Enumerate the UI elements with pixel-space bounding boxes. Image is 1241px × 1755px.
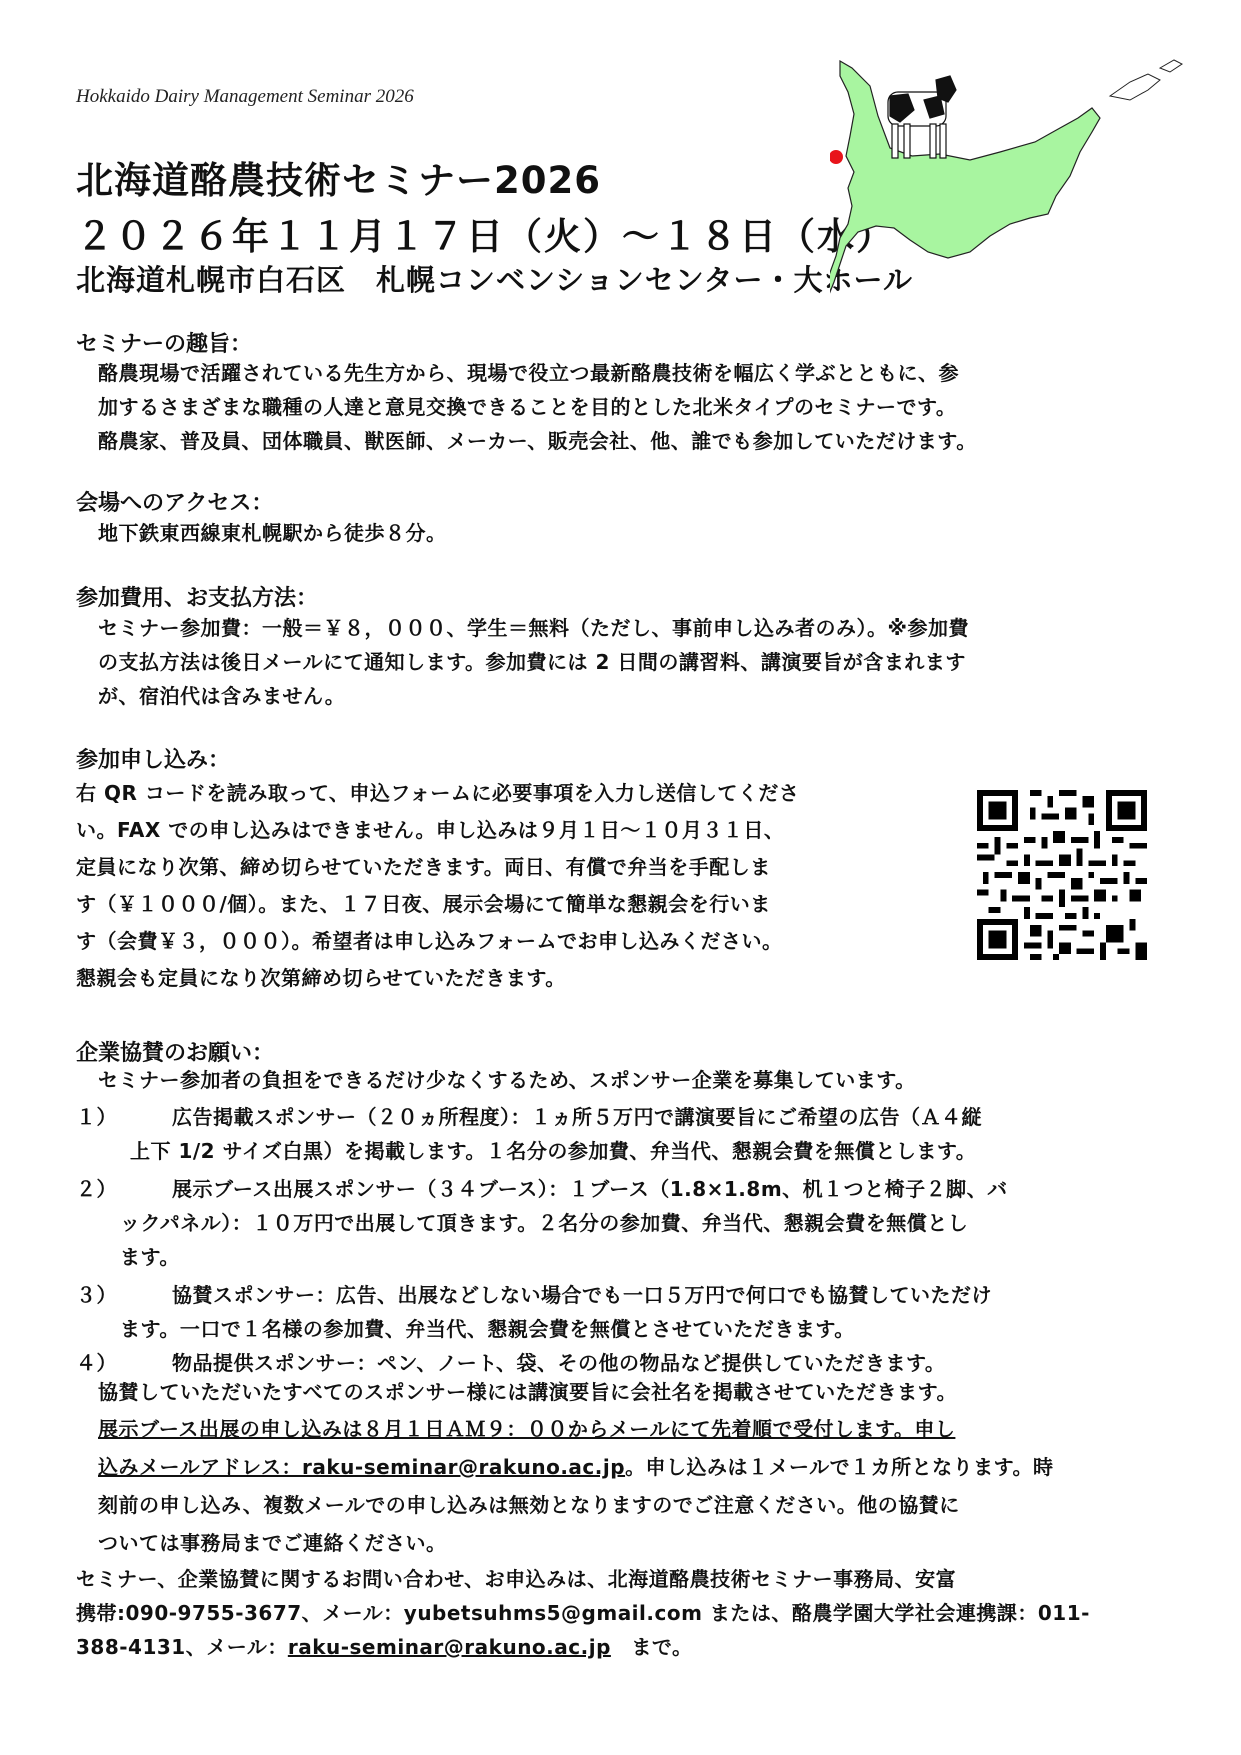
sponsor-note: 協賛していただいたすべてのスポンサー様には講演要旨に会社名を掲載させていただきます。 bbox=[98, 1380, 957, 1404]
sponsor-line: 展示ブース出展スポンサー（３４ブース）：１ブース（1.8×1.8m、机１つと椅子２脚、バ bbox=[172, 1177, 1008, 1201]
registration-heading: 参加申し込み： bbox=[76, 748, 231, 773]
sponsor-line: 協賛スポンサー：広告、出展などしない場合でも一口５万円で何口でも協賛していただけ bbox=[172, 1283, 992, 1307]
booth-line: 展示ブース出展の申し込みは８月１日ＡＭ９：００からメールにて先着順で受付します。申し bbox=[98, 1417, 956, 1441]
sponsor-line: ます。 bbox=[120, 1245, 180, 1269]
booth-line: 。申し込みは１メールで１カ所となります。時 bbox=[625, 1455, 1054, 1479]
event-dates: ２０２６年１１月１７日（火）～１８日（水） bbox=[76, 215, 895, 258]
sponsor-number: ２） bbox=[76, 1177, 117, 1201]
contact-email-link[interactable]: raku-seminar@rakuno.ac.jp bbox=[287, 1635, 611, 1659]
registration-line: い。FAX での申し込みはできません。申し込みは９月１日～１０月３１日、 bbox=[76, 818, 785, 842]
purpose-line: 酪農現場で活躍されている先生方から、現場で役立つ最新酪農技術を幅広く学ぶとともに、参 bbox=[98, 361, 959, 385]
sponsor-item bbox=[76, 1172, 1186, 1274]
sponsors-heading: 企業協賛のお願い： bbox=[76, 1041, 275, 1066]
registration-text bbox=[76, 775, 799, 997]
booth-email-link[interactable]: 込みメールアドレス：raku-seminar@rakuno.ac.jp bbox=[98, 1455, 626, 1479]
qr-code-icon bbox=[977, 790, 1147, 960]
contact-line: まで。 bbox=[610, 1635, 693, 1659]
qr-code[interactable] bbox=[977, 790, 1147, 960]
hokkaido-map-icon bbox=[830, 56, 1210, 296]
sponsor-line: ックパネル）：１０万円で出展して頂きます。２名分の参加費、弁当代、懇親会費を無償とし bbox=[120, 1211, 969, 1235]
sponsor-list bbox=[76, 1100, 1186, 1380]
event-venue: 北海道札幌市白石区 札幌コンベンションセンター・大ホール bbox=[76, 263, 913, 297]
booth-line: ついては事務局までご連絡ください。 bbox=[98, 1531, 447, 1555]
purpose-text bbox=[98, 356, 977, 458]
page-title: 北海道酪農技術セミナー2026 bbox=[76, 159, 601, 202]
contact-line: セミナー、企業協賛に関するお問い合わせ、お申込みは、北海道酪農技術セミナー事務局、安富 bbox=[76, 1567, 957, 1591]
fees-line: の支払方法は後日メールにて通知します。参加費には 2 日間の講習料、講演要旨が含まれます bbox=[98, 650, 966, 674]
sponsor-line: 広告掲載スポンサー（２０ヵ所程度）：１ヵ所５万円で講演要旨にご希望の広告（Ａ４縦 bbox=[172, 1105, 982, 1129]
registration-line: 右 QR コードを読み取って、申込フォームに必要事項を入力し送信してくださ bbox=[76, 781, 800, 805]
registration-line: す（会費￥３，０００）。希望者は申し込みフォームでお申し込みください。 bbox=[76, 929, 783, 953]
booth-line: 刻前の申し込み、複数メールでの申し込みは無効となりますのでご注意ください。他の協賛に bbox=[98, 1493, 960, 1517]
fees-line: セミナー参加費：一般＝￥８，０００、学生＝無料（ただし、事前申し込み者のみ）。※参加費 bbox=[98, 616, 969, 640]
booth-application bbox=[98, 1410, 1054, 1562]
sponsor-number: ４） bbox=[76, 1351, 117, 1375]
subtitle-english: Hokkaido Dairy Management Seminar 2026 bbox=[76, 86, 414, 107]
purpose-heading: セミナーの趣旨： bbox=[76, 332, 253, 357]
registration-line: 定員になり次第、締め切らせていただきます。両日、有償で弁当を手配しま bbox=[76, 855, 771, 879]
purpose-line: 酪農家、普及員、団体職員、獣医師、メーカー、販売会社、他、誰でも参加していただけます。 bbox=[98, 429, 977, 453]
access-heading: 会場へのアクセス： bbox=[76, 491, 274, 516]
contact-line: 携帯:090-9755-3677、メール：yubetsuhms5@gmail.com または、酪農学園大学社会連携課：011- bbox=[76, 1601, 1090, 1625]
sponsor-line: 上下 1/2 サイズ白黒）を掲載します。１名分の参加費、弁当代、懇親会費を無償とします。 bbox=[130, 1139, 977, 1163]
sponsor-number: ３） bbox=[76, 1283, 117, 1307]
registration-line: 懇親会も定員になり次第締め切らせていただきます。 bbox=[76, 966, 566, 990]
hokkaido-map-illustration bbox=[830, 56, 1210, 296]
contact-line: 388-4131、メール： bbox=[76, 1635, 288, 1659]
fees-heading: 参加費用、お支払方法： bbox=[76, 586, 319, 611]
sponsor-number: １） bbox=[76, 1105, 117, 1129]
contact-info bbox=[76, 1562, 1090, 1664]
sponsor-line: ます。一口で１名様の参加費、弁当代、懇親会費を無償とさせていただきます。 bbox=[120, 1317, 855, 1341]
sponsor-line: 物品提供スポンサー：ペン、ノート、袋、その他の物品など提供していただきます。 bbox=[172, 1351, 946, 1375]
sponsor-item bbox=[76, 1278, 1186, 1346]
fees-text bbox=[98, 611, 969, 713]
sponsor-item bbox=[76, 1100, 1186, 1168]
sapporo-marker-icon bbox=[830, 150, 843, 164]
fees-line: が、宿泊代は含みません。 bbox=[98, 684, 346, 708]
sponsors-intro: セミナー参加者の負担をできるだけ少なくするため、スポンサー企業を募集しています。 bbox=[98, 1068, 916, 1092]
registration-line: す（￥１０００/個）。また、１７日夜、展示会場にて簡単な懇親会を行いま bbox=[76, 892, 771, 916]
purpose-line: 加するさまざまな職種の人達と意見交換できることを目的とした北米タイプのセミナーです。 bbox=[98, 395, 957, 419]
access-text: 地下鉄東西線東札幌駅から徒歩８分。 bbox=[98, 521, 447, 545]
